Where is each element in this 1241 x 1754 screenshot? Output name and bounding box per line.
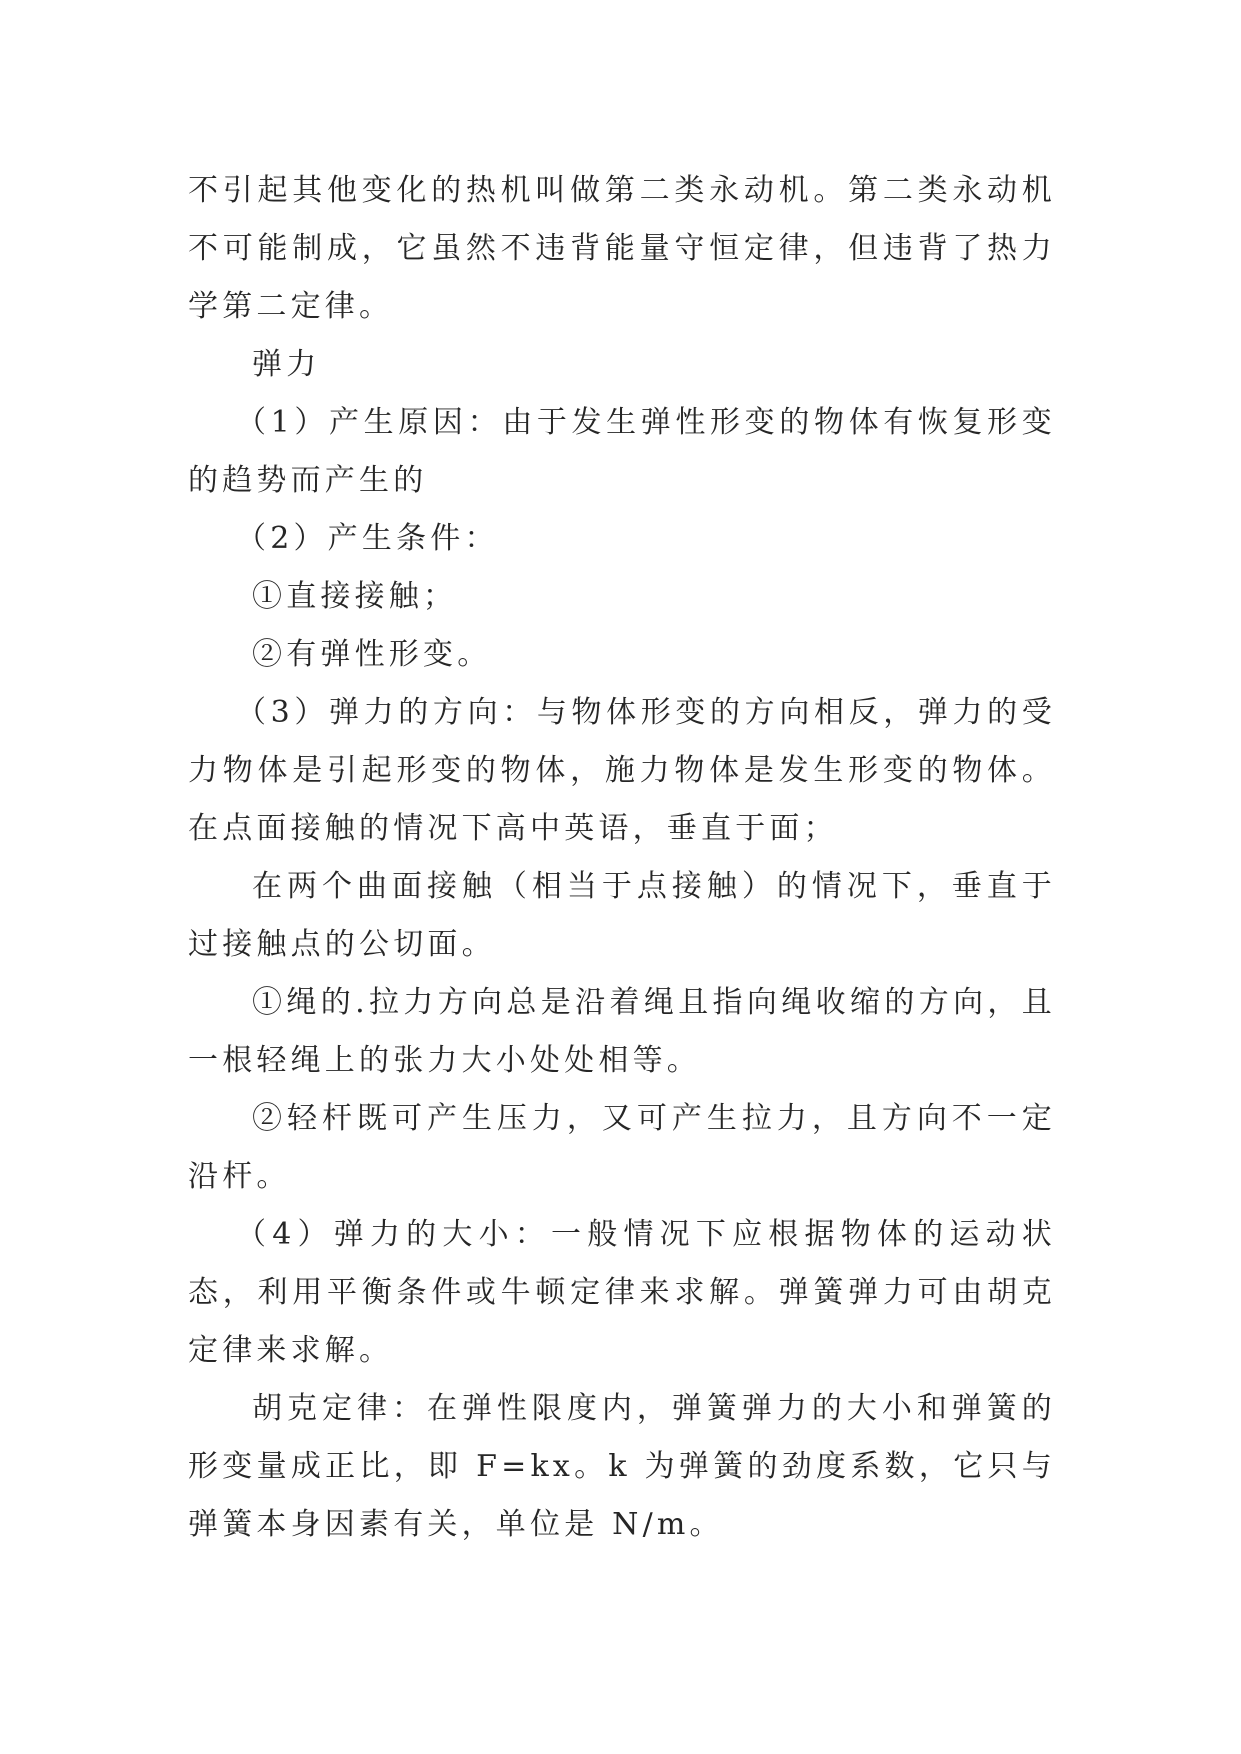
paragraph-cause: （1）产生原因：由于发生弹性形变的物体有恢复形变的趋势而产生的	[188, 405, 1056, 498]
paragraph-perpetual-motion: 不引起其他变化的热机叫做第二类永动机。第二类永动机不可能制成，它虽然不违背能量守恒定律，但违背了热力学第二定律。	[188, 173, 1056, 324]
list-item-elastic-deformation: ②有弹性形变。	[252, 637, 492, 672]
paragraph-rope-tension: ①绳的.拉力方向总是沿着绳且指向绳收缩的方向，且一根轻绳上的张力大小处处相等。	[188, 985, 1056, 1078]
section-heading-elastic-force: 弹力	[252, 347, 321, 382]
document-body	[188, 162, 1056, 1554]
paragraph-light-rod: ②轻杆既可产生压力，又可产生拉力，且方向不一定沿杆。	[188, 1101, 1056, 1194]
list-item-direct-contact: ①直接接触；	[252, 579, 458, 614]
paragraph-curved-contact: 在两个曲面接触（相当于点接触）的情况下，垂直于过接触点的公切面。	[188, 869, 1056, 962]
paragraph-magnitude: （4）弹力的大小：一般情况下应根据物体的运动状态，利用平衡条件或牛顿定律来求解。弹簧弹力可由胡克定律来求解。	[188, 1217, 1056, 1368]
paragraph-hookes-law: 胡克定律：在弹性限度内，弹簧弹力的大小和弹簧的形变量成正比，即 F=kx。k 为弹簧的劲度系数，它只与弹簧本身因素有关，单位是 N/m。	[188, 1391, 1056, 1542]
paragraph-conditions: （2）产生条件：	[236, 521, 499, 556]
paragraph-direction: （3）弹力的方向：与物体形变的方向相反，弹力的受力物体是引起形变的物体，施力物体是发生形变的物体。在点面接触的情况下高中英语，垂直于面；	[188, 695, 1056, 846]
